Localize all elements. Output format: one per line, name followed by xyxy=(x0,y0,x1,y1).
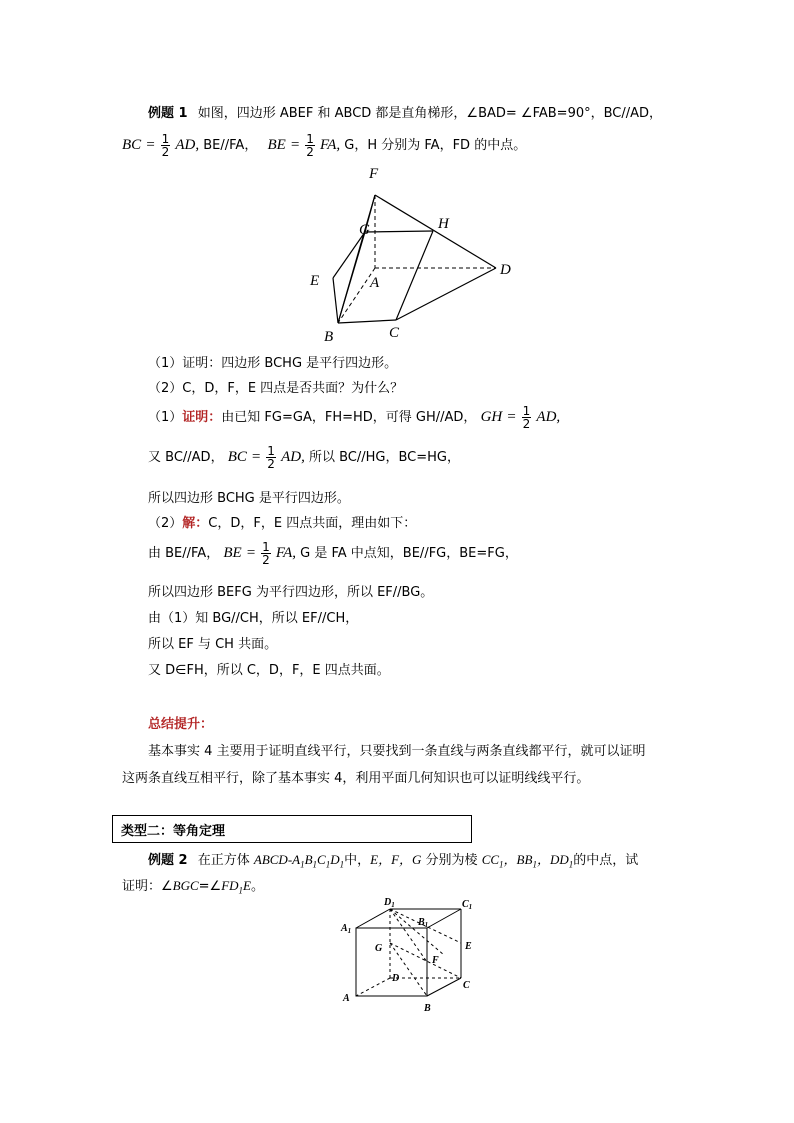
summary-line1: 基本事实 4 主要用于证明直线平行，只要找到一条直线与两条直线都平行，就可以证明 xyxy=(148,744,646,759)
label-C: C xyxy=(389,325,400,341)
text-midpoint: G 是 FA 中点知，BE//FG，BE=FG， xyxy=(300,546,518,561)
solution-line3: 所以四边形 BCHG 是平行四边形。 xyxy=(148,491,350,506)
fraction-half: $\frac{1}{2}$ xyxy=(161,132,170,159)
solution-line6: 所以四边形 BEFG 为平行四边形，所以 EF//BG。 xyxy=(148,585,434,600)
label-B1: $B_1$ xyxy=(418,917,429,929)
example1-line2 xyxy=(122,132,526,159)
proof-text: 由已知 FG=GA，FH=HD，可得 GH//AD， xyxy=(221,410,477,425)
text: 分别为棱 xyxy=(425,853,478,868)
text-bc-ad: 又 BC//AD， xyxy=(148,450,224,465)
solution-line5 xyxy=(148,539,518,568)
label-C: C xyxy=(463,980,470,991)
fraction-half: $\frac{1}{2}$ xyxy=(267,444,275,471)
text: 在正方体 xyxy=(197,853,250,868)
example2-title: 例题 2 xyxy=(148,853,188,868)
proof-label: 证明： xyxy=(182,410,222,425)
label-B: B xyxy=(324,329,334,345)
example1-line1 xyxy=(148,105,662,123)
label-G: G xyxy=(359,222,370,238)
label-G: G xyxy=(375,943,383,954)
example1-title: 例题 1 xyxy=(148,106,188,121)
label-H: H xyxy=(438,216,449,232)
label-C1: $C_1$ xyxy=(462,899,473,911)
label-A: A xyxy=(343,993,350,1004)
text: 。 xyxy=(251,879,265,894)
text-conclusion: 所以 BC//HG，BC=HG， xyxy=(308,450,460,465)
math-eq: = xyxy=(506,409,517,425)
text: =∠ xyxy=(198,879,222,894)
text-be-fa: 由 BE//FA， xyxy=(148,546,220,561)
label-B: B xyxy=(424,1003,431,1014)
label-F: F xyxy=(369,166,379,182)
math-ad: AD, xyxy=(281,449,305,465)
figure-cube xyxy=(338,895,488,1020)
answer-label: 解： xyxy=(182,516,209,531)
math-ad: AD, xyxy=(175,137,200,153)
solution-line2 xyxy=(148,443,460,472)
math-fa: FA, xyxy=(275,545,297,561)
fraction-half: $\frac{1}{2}$ xyxy=(262,540,270,567)
label-E: E xyxy=(310,273,320,289)
math-eq: = xyxy=(145,137,156,153)
label-F: F xyxy=(432,955,439,966)
part-label: （2） xyxy=(148,516,183,531)
summary-title: 总结提升： xyxy=(148,717,214,732)
label-A1: $A_1$ xyxy=(341,923,352,935)
math-eq: = xyxy=(289,137,301,153)
part-label: （1） xyxy=(148,410,183,425)
solution-line7: 由（1）知 BG//CH，所以 EF//CH， xyxy=(148,611,359,626)
solution-line1 xyxy=(148,403,560,432)
math-fa: FA, xyxy=(319,137,341,153)
question-1: （1）证明：四边形 BCHG 是平行四边形。 xyxy=(148,356,398,371)
example1-statement: 如图，四边形 ABEF 和 ABCD 都是直角梯形，∠BAD= ∠FAB=90°，BC//AD， xyxy=(197,106,663,121)
math-gh: GH xyxy=(480,409,503,425)
section-heading: 类型二：等角定理 xyxy=(121,824,226,839)
label-E: E xyxy=(465,941,472,952)
math-bc: BC xyxy=(122,137,142,153)
text: 证明：∠ xyxy=(122,879,173,894)
answer-text: C，D，F，E 四点共面，理由如下： xyxy=(208,516,417,531)
summary-line2: 这两条直线互相平行，除了基本事实 4，利用平面几何知识也可以证明线线平行。 xyxy=(122,771,590,786)
math-eq: = xyxy=(251,449,262,465)
label-D1: $D_1$ xyxy=(384,897,395,909)
text-midpoints: G，H 分别为 FA，FD 的中点。 xyxy=(344,138,527,153)
solution-line8: 所以 EF 与 CH 共面。 xyxy=(148,637,278,652)
figure-pyramid xyxy=(300,160,530,350)
math-eq: = xyxy=(245,545,256,561)
math-bc: BC xyxy=(227,449,247,465)
math-be: BE xyxy=(223,545,242,561)
math-bgc: BGC xyxy=(172,878,199,893)
text: 中， xyxy=(344,853,371,868)
example2-line2: 证明：$\angle BGC=\angle FD_1E$。 xyxy=(122,878,265,896)
example2-line1: 例题 2 在正方体 ABCD-$A_1B_1C_1D_1$中，E，F，G 分别为棱 $CC_1$，$BB_1$，$DD_1$的中点，试 xyxy=(148,852,639,870)
solution-line4 xyxy=(148,515,416,533)
fraction-half: $\frac{1}{2}$ xyxy=(522,404,531,431)
section-heading-box xyxy=(112,815,472,843)
fraction-half: $\frac{1}{2}$ xyxy=(306,132,314,159)
math-efg: E，F，G xyxy=(370,852,422,867)
text-be-fa: BE//FA， xyxy=(203,138,258,153)
math-be: BE xyxy=(267,137,286,153)
text: 的中点，试 xyxy=(573,853,639,868)
question-2: （2）C，D，F，E 四点是否共面？为什么？ xyxy=(148,381,404,396)
label-A: A xyxy=(370,275,380,291)
math-ad: AD, xyxy=(536,409,561,425)
label-D: D xyxy=(500,262,511,278)
label-D: D xyxy=(392,973,400,984)
solution-line9: 又 D∈FH，所以 C，D，F，E 四点共面。 xyxy=(148,663,390,678)
